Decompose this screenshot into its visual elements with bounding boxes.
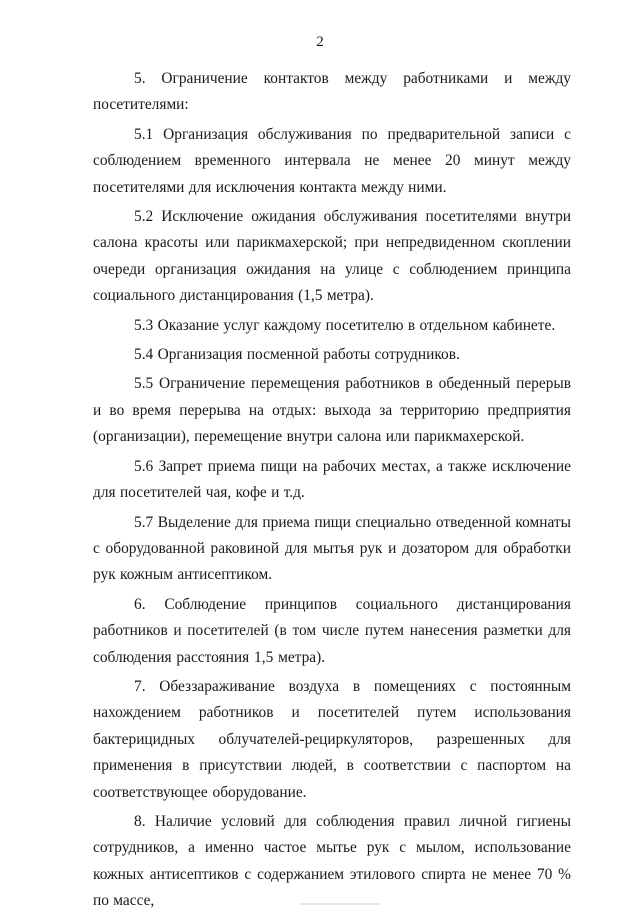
document-body: [93, 66, 571, 918]
paragraph-8: 8. Наличие условий для соблюдения правил личной гигиены сотрудников, а именно частое мытье рук с мылом, использование кожных антисептиков с содержанием этилового спирта не менее 70 % по массе,: [93, 812, 571, 910]
paragraph-7: 7. Обеззараживание воздуха в помещениях с постоянным нахождением работников и посетителей путем использования бактерицидных облучателей-рециркуляторов, разрешенных для применения в присутствии людей, в соответствии с паспортом на соответствующее оборудование.: [93, 677, 571, 801]
paragraph-5: 5. Ограничение контактов между работниками и между посетителями:: [93, 70, 571, 114]
paragraph-5-1: 5.1 Организация обслуживания по предварительной записи с соблюдением временного интервала не менее 20 минут между посетителями для исключения контакта между ними.: [93, 125, 571, 196]
page-number: 2: [316, 34, 324, 50]
paragraph-5-4: 5.4 Организация посменной работы сотрудников.: [134, 346, 460, 364]
paragraph-6: 6. Соблюдение принципов социального дистанцирования работников и посетителей (в том числе путем нанесения разметки для соблюдения расстояния 1,5 метра).: [93, 595, 571, 666]
paragraph-5-5: 5.5 Ограничение перемещения работников в обеденный перерыв и во время перерыва на отдых: выхода за территорию предприятия (организации), перемещение внутри салона или парикмахерской.: [93, 375, 571, 446]
paragraph-5-7: 5.7 Выделение для приема пищи специально отведенной комнаты с оборудованной раковиной для мытья рук и дозатором для обработки рук кожным антисептиком.: [93, 513, 571, 584]
paragraph-5-2: 5.2 Исключение ожидания обслуживания посетителями внутри салона красоты или парикмахерской; при непредвиденном скоплении очереди организация ожидания на улице с соблюдением принципа социального дистанцирования (1,5 метра).: [93, 208, 571, 305]
paragraph-5-3: 5.3 Оказание услуг каждому посетителю в отдельном кабинете.: [134, 316, 556, 334]
paragraph-5-6: 5.6 Запрет приема пищи на рабочих местах, а также исключение для посетителей чая, кофе и т.д.: [93, 457, 571, 502]
